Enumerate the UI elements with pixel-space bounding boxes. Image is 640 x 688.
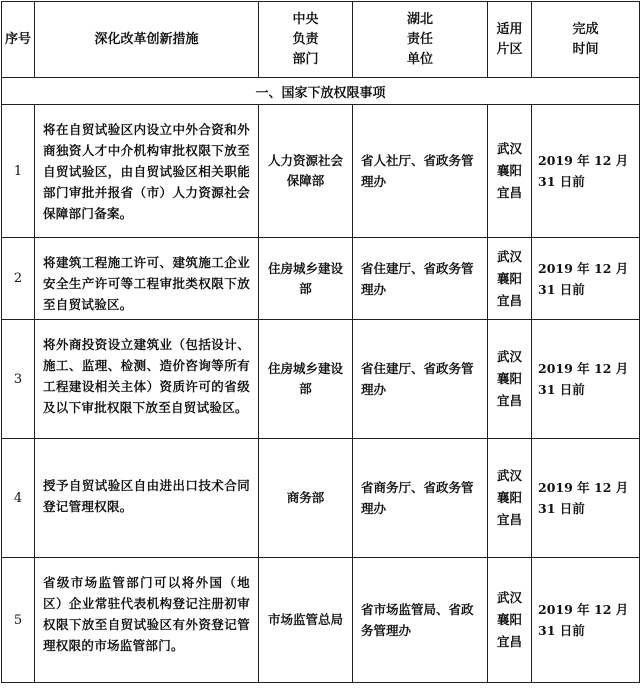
table-row (2, 439, 640, 558)
row-time: 2019 年 12 月 31 日前 (532, 558, 640, 683)
area-item: 武汉 (496, 468, 522, 483)
row-seq: 1 (2, 105, 35, 238)
section-title: 一、国家下放权限事项 (2, 78, 640, 105)
table-header (2, 2, 640, 78)
row-time: 2019 年 12 月 31 日前 (532, 439, 640, 558)
header-line: 完成 (572, 21, 599, 37)
row-dept: 商务部 (259, 439, 353, 558)
row-measure: 将建筑工程施工许可、建筑施工企业安全生产许可等工程审批类权限下放至自贸试验区。 (35, 238, 259, 320)
row-measure: 授予自贸试验区自由进出口技术合同登记管理权限。 (35, 439, 259, 558)
area-item: 襄阳 (496, 270, 522, 286)
area-item: 襄阳 (496, 490, 522, 505)
row-area (488, 105, 532, 238)
row-area (488, 558, 532, 683)
header-central-dept (259, 2, 353, 78)
row-measure: 将在自贸试验区内设立中外合资和外商独资人才中介机构审批权限下放至自贸试验区，由自贸试验区相关职能部门审批并报省（市）人力资源社会保障部门备案。 (35, 105, 259, 238)
row-area (488, 439, 532, 558)
row-area (488, 320, 532, 439)
header-line: 责任 (406, 31, 433, 47)
header-line: 部门 (292, 51, 319, 67)
row-time: 2019 年 12 月 31 日前 (532, 238, 640, 320)
table-row (2, 238, 640, 320)
header-measure: 深化改革创新措施 (35, 2, 259, 78)
row-measure: 将外商投资设立建筑业（包括设计、施工、监理、检测、造价咨询等所有工程建设相关主体）资质许可的省级及以下审批权限下放至自贸试验区。 (35, 320, 259, 439)
area-item: 襄阳 (496, 163, 522, 178)
row-dept: 人力资源社会保障部 (259, 105, 353, 238)
table-row (2, 105, 640, 238)
row-dept: 住房城乡建设部 (259, 238, 353, 320)
header-line: 中央 (292, 11, 319, 27)
section-row (2, 78, 640, 105)
row-time: 2019 年 12 月 31 日前 (532, 320, 640, 439)
header-seq: 序号 (2, 2, 35, 78)
header-line: 负责 (292, 31, 319, 47)
row-seq: 3 (2, 320, 35, 439)
row-dept: 住房城乡建设部 (259, 320, 353, 439)
row-unit: 省商务厅、省政务管理办 (353, 439, 488, 558)
area-item: 武汉 (496, 248, 522, 264)
row-measure: 省级市场监管部门可以将外国（地区）企业常驻代表机构登记注册初审权限下放至自贸试验区有外资登记管理权限的市场监管部门。 (35, 558, 259, 683)
area-item: 宜昌 (496, 393, 522, 408)
header-line: 适用 (496, 21, 523, 37)
area-item: 武汉 (496, 349, 522, 364)
header-time (532, 2, 640, 78)
area-item: 宜昌 (496, 185, 522, 200)
header-hubei-unit (353, 2, 488, 78)
header-area (488, 2, 532, 78)
row-unit: 省住建厅、省政务管理办 (353, 238, 488, 320)
header-line: 片区 (496, 41, 523, 57)
table-row (2, 558, 640, 683)
row-seq: 4 (2, 439, 35, 558)
area-item: 襄阳 (496, 371, 522, 386)
row-dept: 市场监管总局 (259, 558, 353, 683)
area-item: 宜昌 (496, 292, 522, 308)
area-item: 宜昌 (496, 634, 522, 649)
row-area (488, 238, 532, 320)
table-row (2, 320, 640, 439)
row-unit: 省人社厅、省政务管理办 (353, 105, 488, 238)
area-item: 襄阳 (496, 612, 522, 627)
header-line: 湖北 (406, 11, 433, 27)
header-line: 单位 (406, 51, 433, 67)
reform-measures-table (1, 1, 640, 683)
row-time: 2019 年 12 月 31 日前 (532, 105, 640, 238)
area-item: 宜昌 (496, 512, 522, 527)
row-seq: 5 (2, 558, 35, 683)
area-item: 武汉 (496, 141, 522, 156)
area-item: 武汉 (496, 590, 522, 605)
row-unit: 省市场监管局、省政务管理办 (353, 558, 488, 683)
header-line: 时间 (572, 41, 599, 57)
row-seq: 2 (2, 238, 35, 320)
row-unit: 省住建厅、省政务管理办 (353, 320, 488, 439)
